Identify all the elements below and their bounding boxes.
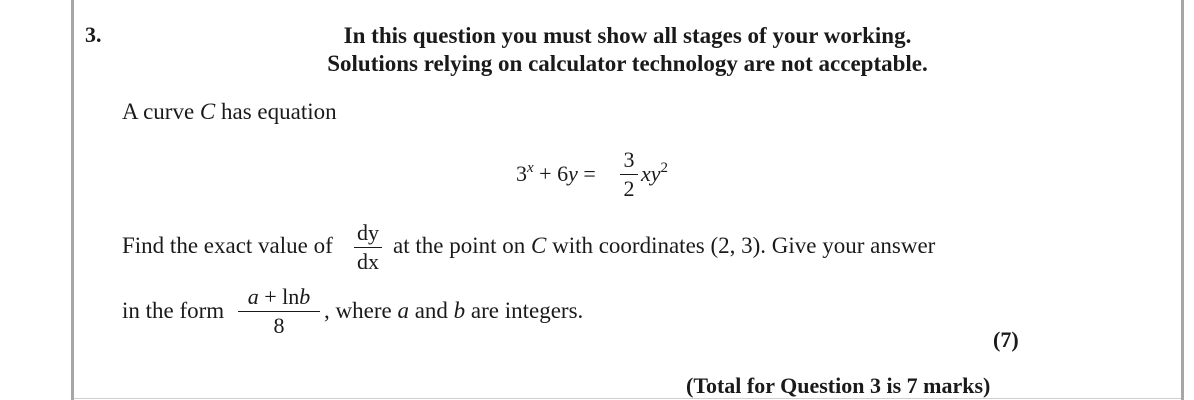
bottom-divider <box>74 398 1181 399</box>
intro-text: A curve C has equation <box>122 99 337 124</box>
total-marks-label: (Total for Question 3 is 7 marks) <box>686 373 991 398</box>
form-prefix: in the form <box>122 298 225 323</box>
instruction-line-2: Solutions relying on calculator technology are not acceptable. <box>327 51 928 76</box>
right-border <box>1181 0 1184 400</box>
instruction-line-1: In this question you must show all stages of your working. <box>343 23 912 48</box>
equation-fraction: 3 2 <box>620 148 638 201</box>
marks-label: (7) <box>993 327 1019 352</box>
equation-rhs: $xy^2$ <box>641 160 669 186</box>
derivative-fraction: dy dx <box>354 221 382 274</box>
answer-form-fraction: a + lnb 8 <box>238 285 320 338</box>
equation-lhs: $3^x + 6y$ = <box>516 160 596 186</box>
find-suffix: at the point on C with coordinates (2, 3). Give your answer <box>393 233 936 258</box>
find-prefix: Find the exact value of <box>122 233 333 258</box>
form-suffix: , where a and b are integers. <box>324 298 584 323</box>
question-number: 3. <box>85 22 102 47</box>
